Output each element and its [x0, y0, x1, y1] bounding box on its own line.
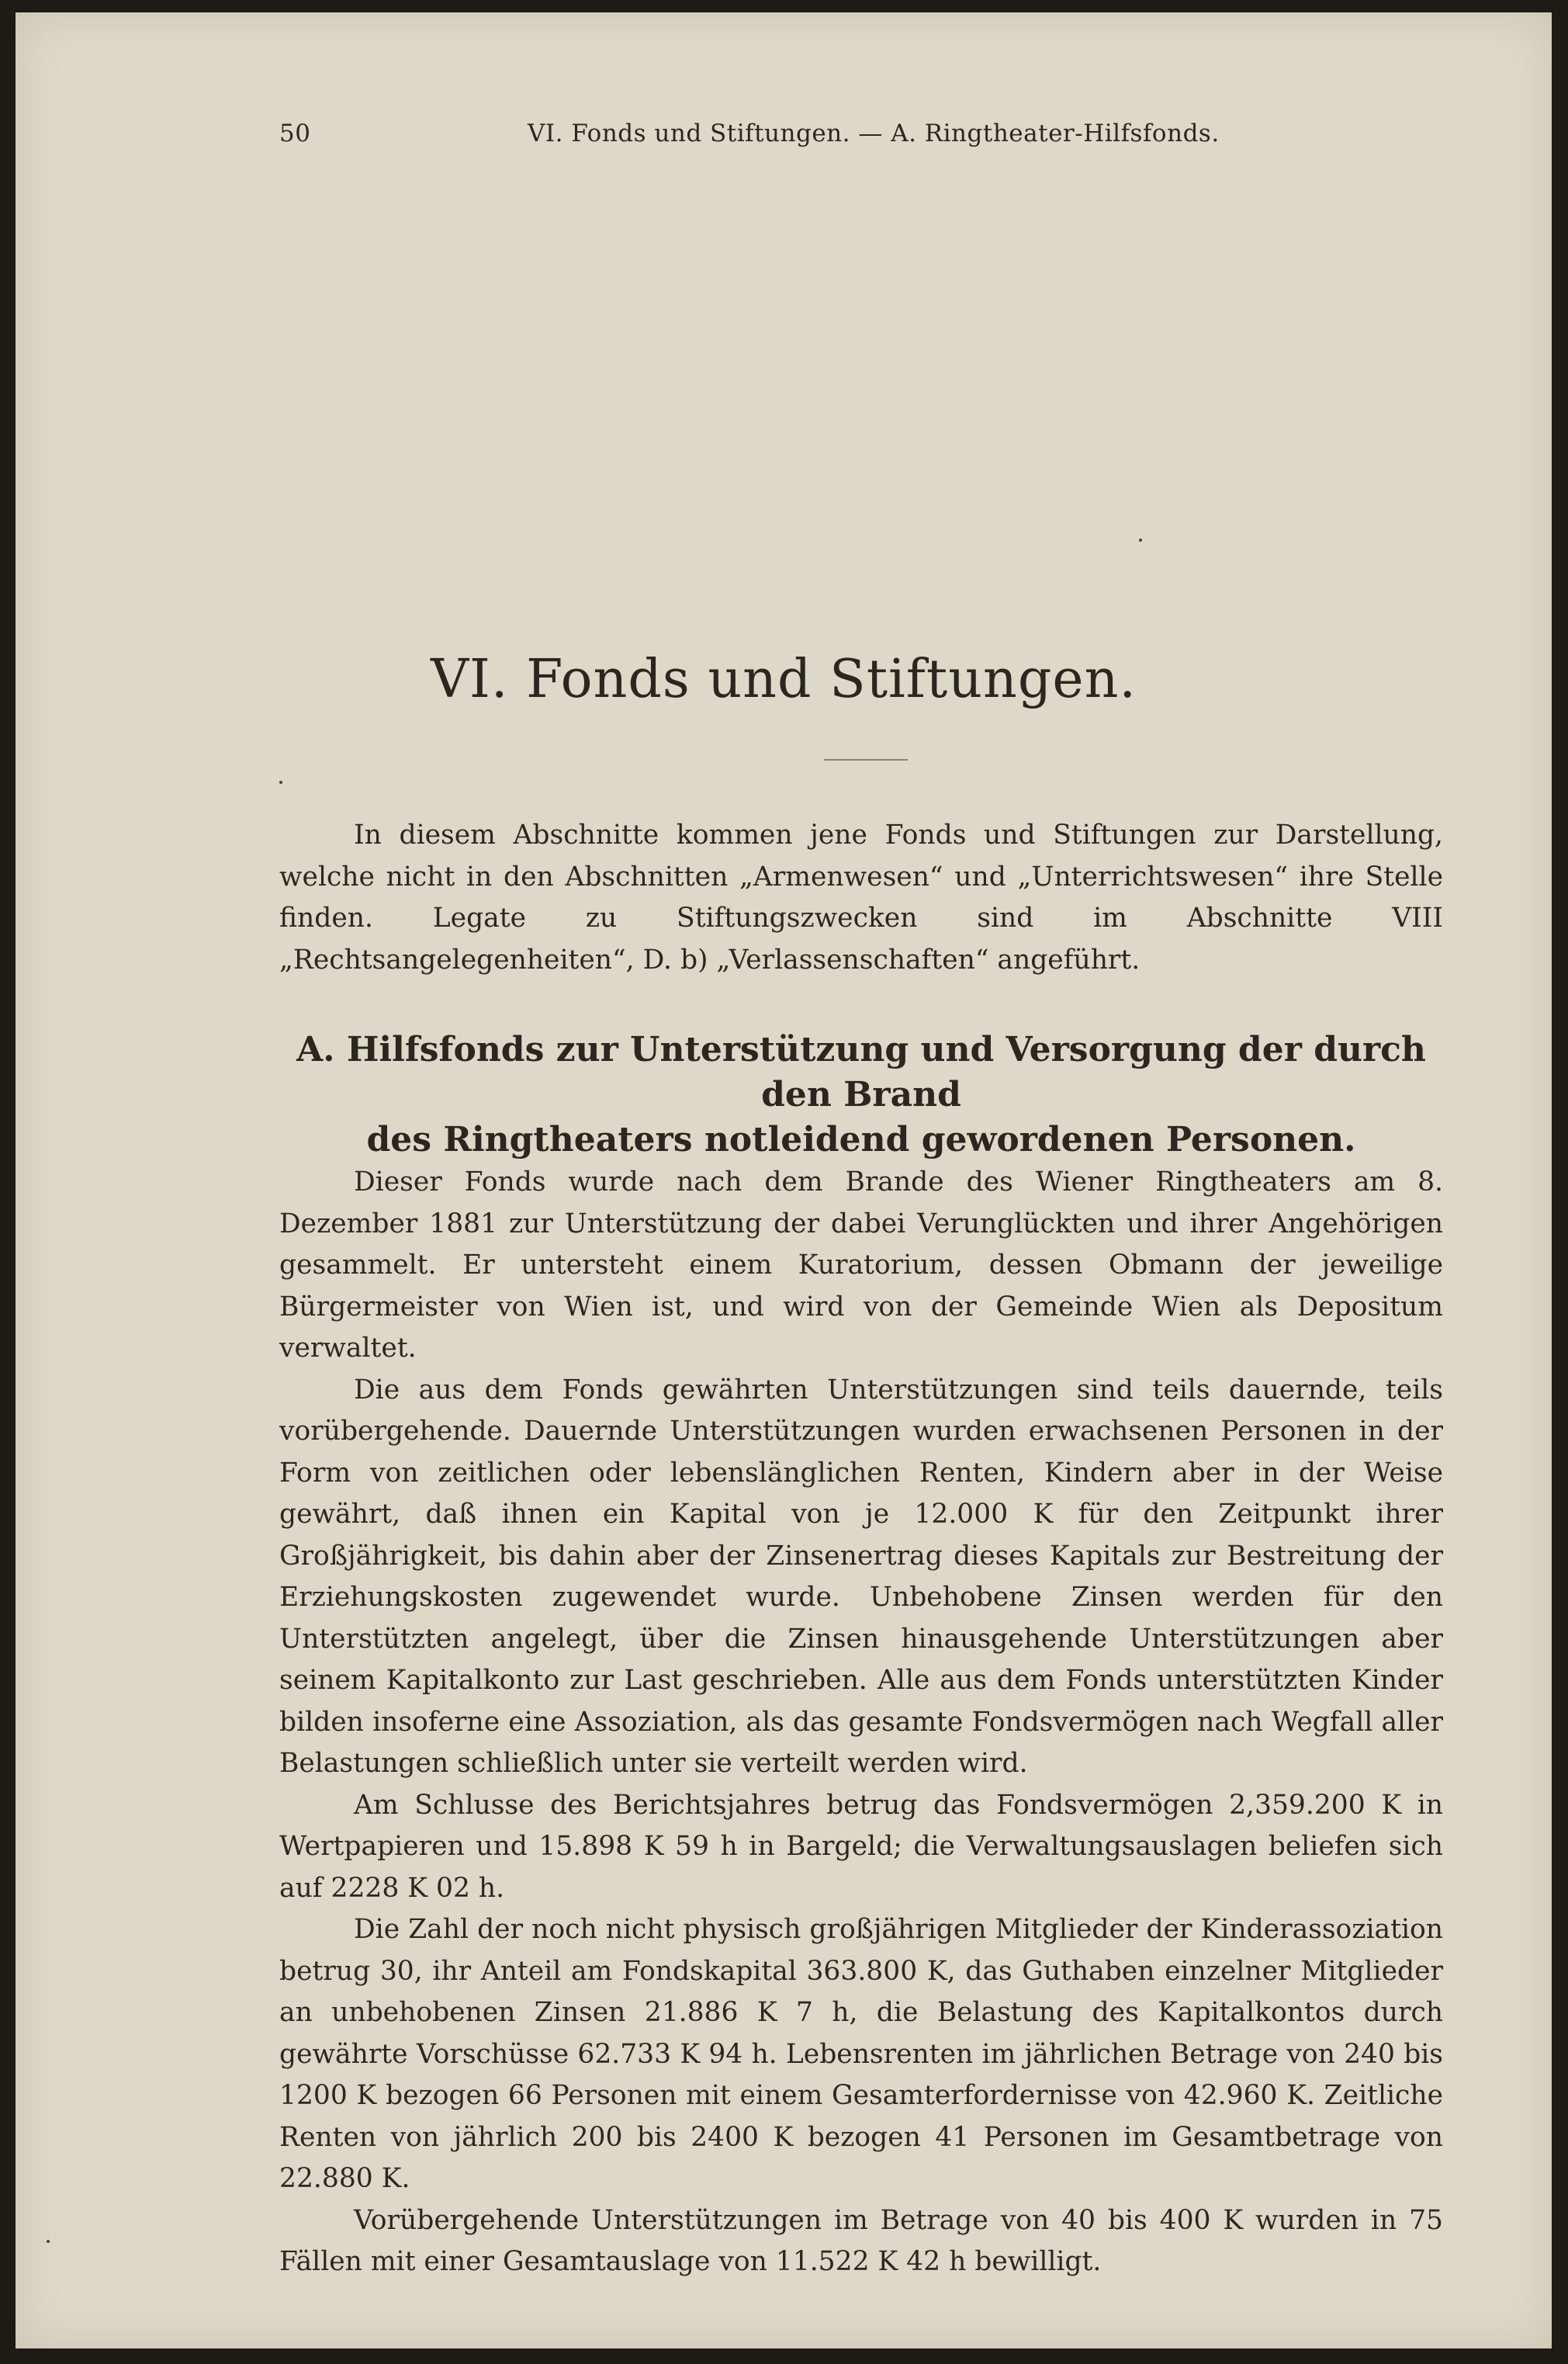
running-title: VI. Fonds und Stiftungen. — A. Ringtheater-Hilfsfonds.	[528, 120, 1220, 147]
paper-speck	[1139, 539, 1142, 542]
section-body	[279, 1162, 1443, 2283]
section-heading-line-2: des Ringtheaters notleidend gewordenen Personen.	[366, 1120, 1356, 1159]
paragraph: Vorübergehende Unterstützungen im Betrage von 40 bis 400 K wurden in 75 Fällen mit einer Gesamtauslage von 11.522 K 42 h bewilligt.	[279, 2204, 1443, 2277]
paragraph: Die Zahl der noch nicht physisch großjährigen Mitglieder der Kinderassoziation betrug 30, ihr Anteil am Fondskapital 363.800 K, das Guthaben einzelner Mitglieder an unbehobenen Zinsen 21.886 K 7 h, die Belastung des Kapitalkontos durch gewährte Vorschüsse 62.733 K 94 h. Lebensrenten im jährlichen Betrage von 240 bis 1200 K bezogen 66 Personen mit einem Gesamterfordernisse von 42.960 K. Zeitliche Renten von jährlich 200 bis 2400 K bezogen 41 Personen im Gesamtbetrage von 22.880 K.	[279, 1914, 1443, 2194]
paragraph: Dieser Fonds wurde nach dem Brande des Wiener Ringtheaters am 8. Dezember 1881 zur Unterstützung der dabei Verunglückten und ihrer Angehörigen gesammelt. Er untersteht einem Kuratorium, dessen Obmann der jeweilige Bürgermeister von Wien ist, und wird von der Gemeinde Wien als Depositum verwaltet.	[279, 1166, 1443, 1364]
paragraph: Am Schlusse des Berichtsjahres betrug das Fondsvermögen 2,359.200 K in Wertpapieren und 15.898 K 59 h in Bargeld; die Verwaltungsauslagen beliefen sich auf 2228 K 02 h.	[279, 1789, 1443, 1904]
chapter-title: VI. Fonds und Stiftungen.	[430, 649, 1137, 710]
paper-speck	[279, 781, 282, 784]
section-heading-line-1: A. Hilfsfonds zur Unterstützung und Versorgung der durch den Brand	[296, 1030, 1426, 1114]
page-number: 50	[279, 120, 311, 147]
section-heading	[279, 1028, 1443, 1163]
paragraph: Die aus dem Fonds gewährten Unterstützungen sind teils dauernde, teils vorübergehende. Dauernde Unterstützungen wurden erwachsenen Personen in der Form von zeitlichen oder lebenslänglichen Renten, Kindern aber in der Weise gewährt, daß ihnen ein Kapital von je 12.000 K für den Zeitpunkt ihrer Großjährigkeit, bis dahin aber der Zinsenertrag dieses Kapitals zur Bestreitung der Erziehungskosten zugewendet wurde. Unbehobene Zinsen werden für den Unterstützten angelegt, über die Zinsen hinausgehende Unterstützungen aber seinem Kapitalkonto zur Last geschrieben. Alle aus dem Fonds unterstützten Kinder bilden insoferne eine Assoziation, als das gesamte Fondsvermögen nach Wegfall aller Belastungen schließlich unter sie verteilt werden wird.	[279, 1374, 1443, 1779]
intro-paragraph: In diesem Abschnitte kommen jene Fonds und Stiftungen zur Darstellung, welche nicht in den Abschnitten „Armenwesen“ und „Unterrichtswesen“ ihre Stelle finden. Legate zu Stiftungszwecken sind im Abschnitte VIII „Rechtsangelegenheiten“, D. b) „Verlassenschaften“ angeführt.	[279, 820, 1443, 976]
paper-speck	[47, 2240, 50, 2243]
document-page	[16, 12, 1552, 2348]
title-divider	[824, 759, 908, 761]
